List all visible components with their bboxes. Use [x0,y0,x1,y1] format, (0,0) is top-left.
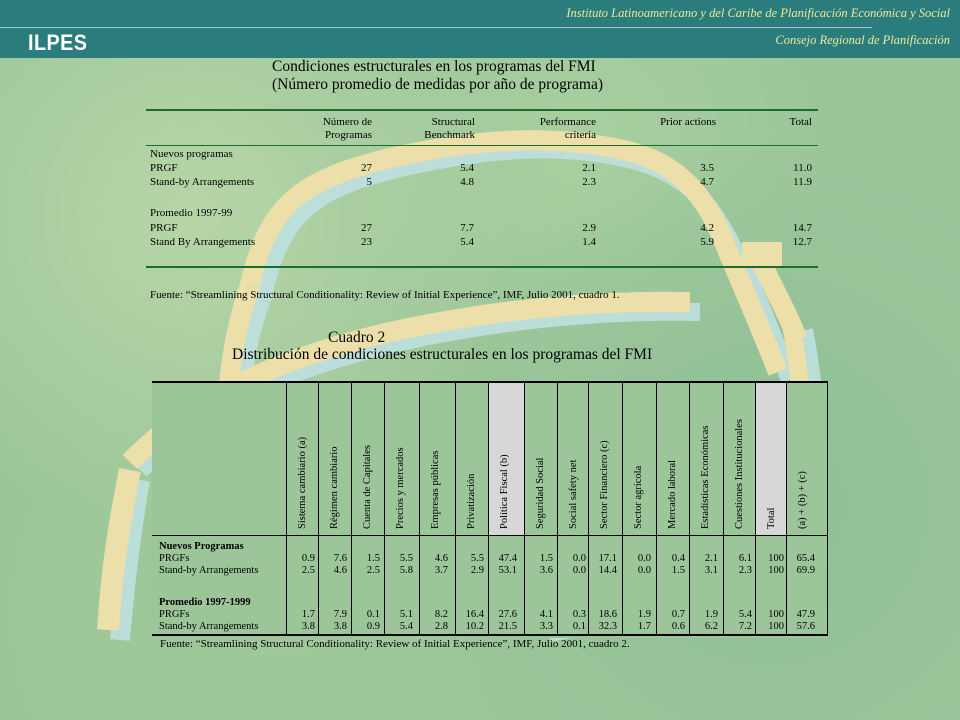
table2-column-divider [455,381,456,636]
table2-cell: 5.4 [738,609,752,620]
table2-cell: 7.9 [333,609,347,620]
t1-header-programs-2: Programas [324,129,372,141]
table2-cell: 5.5 [399,553,413,564]
table2-cell: 100 [768,565,784,576]
table2-cell: 57.6 [796,621,815,632]
t1-header-total: Total [789,116,812,128]
table2-cell: 0.1 [366,609,380,620]
table2-cell: 10.2 [465,621,484,632]
t1-cell: 23 [361,236,372,248]
t1-header-prior: Prior actions [660,116,716,128]
table2-cell: 3.6 [539,565,553,576]
council-name: Consejo Regional de Planificación [775,33,950,47]
table2-cell: 65.4 [796,553,815,564]
t1-section-new: Nuevos programas [150,148,233,160]
table2-cell: 0.4 [671,553,685,564]
institute-name: Instituto Latinoamericano y del Caribe de Planificación Económica y Social [566,6,950,20]
t1-cell: 2.9 [582,222,596,234]
table2-column-divider [419,381,420,636]
table2-column-divider [588,381,589,636]
table2-cell: 1.9 [704,609,718,620]
table2-column-divider [384,381,385,636]
table2-cell: 3.7 [434,565,448,576]
table2-column-header: Empresas públicas [430,450,441,529]
table2-cell: 1.9 [637,609,651,620]
table2-cell: 6.2 [704,621,718,632]
table2-cell: 0.0 [572,565,586,576]
table2-column-header: (a) + (b) + (c) [797,471,808,529]
table2-column-divider [351,381,352,636]
t2-section-avg: Promedio 1997-1999 [159,597,251,608]
t1-cell: 1.4 [582,236,596,248]
table1-source: Fuente: “Streamlining Structural Conditionality: Review of Initial Experience”, IMF, Julio 2001, cuadro 1. [150,289,620,301]
table2-cell: 0.3 [572,609,586,620]
table2-column-header [495,499,515,529]
table2-title-line2: Distribución de condiciones estructurales en los programas del FMI [232,346,653,363]
t2-section-new: Nuevos Programas [159,541,244,552]
table2-column-divider [827,381,828,636]
table2-cell: 3.8 [333,621,347,632]
table1-title [272,58,603,94]
t1-header-structural-2: Benchmark [424,129,475,141]
table2-cell: 2.9 [470,565,484,576]
header-rule [0,27,872,28]
t1-cell: 4.2 [700,222,714,234]
table2-cell: 0.0 [637,553,651,564]
logo: ILPES [28,30,88,55]
t1-cell: 5 [366,176,372,188]
table1-title-line2: (Número promedio de medidas por año de programa) [272,76,603,93]
table2 [152,381,828,638]
table2-cell: 6.1 [738,553,752,564]
table2-cell: 21.5 [498,621,517,632]
header-bar [0,0,960,58]
table2-column-divider [689,381,690,636]
table2-column-divider [786,381,787,636]
table2-column-divider [622,381,623,636]
table2-cell: 5.4 [399,621,413,632]
table2-column-header: Sector agrícola [633,465,644,529]
table2-cell: 16.4 [465,609,484,620]
table2-column-divider [286,381,287,636]
t1-cell: 3.5 [700,162,714,174]
table2-cell: 3.8 [301,621,315,632]
table2-cell: 2.5 [366,565,380,576]
t1-cell: 5.4 [460,162,474,174]
t1-cell: 7.7 [460,222,474,234]
table2-cell: 5.1 [399,609,413,620]
table2-cell: 0.1 [572,621,586,632]
table2-bottom-rule [152,634,828,636]
table2-cell: 8.2 [434,609,448,620]
table2-column-header: Estadísticas Económicas [700,425,711,529]
t1-cell: 5.4 [460,236,474,248]
table2-cell: 14.4 [598,565,617,576]
t2-row-label: Stand-by Arrangements [159,565,259,576]
table2-cell: 4.1 [539,609,553,620]
table2-column-divider [557,381,558,636]
table2-cell: 53.1 [498,565,517,576]
table2-cell: 1.5 [539,553,553,564]
table2-cell: 0.9 [301,553,315,564]
table2-column-header: Régimen cambiario [329,446,340,529]
t1-header-structural-1: Structural [431,116,475,128]
t1-cell: 27 [361,222,372,234]
t1-header-programs-1: Número de [322,116,372,128]
table2-column-divider [318,381,319,636]
table2-cell: 5.5 [470,553,484,564]
table2-cell: 0.9 [366,621,380,632]
table2-cell: 4.6 [333,565,347,576]
t1-row-label: PRGF [150,162,178,174]
table2-column-divider [656,381,657,636]
t1-cell: 5.9 [700,236,714,248]
table2-header-rule [152,535,828,536]
table2-column-divider [755,381,756,636]
t1-cell: 4.8 [460,176,474,188]
table2-cell: 47.9 [796,609,815,620]
table2-column-header: Cuenta de Capitales [362,445,373,529]
t1-cell: 11.9 [793,176,812,188]
table2-column-divider [488,381,489,636]
table1-title-line1: Condiciones estructurales en los programas del FMI [272,58,596,75]
t1-header-performance-2: criteria [564,129,596,141]
table2-column-divider [524,381,525,636]
table1-bottom-rule [146,266,818,268]
table2-cell: 3.3 [539,621,553,632]
table2-column-header: Sector Financiero (c) [599,440,610,529]
table2-cell: 4.6 [434,553,448,564]
table2-cell: 7.2 [738,621,752,632]
table2-cell: 0.6 [671,621,685,632]
table2-cell: 2.5 [301,565,315,576]
t2-row-label: PRGFs [159,609,190,620]
t2-row-label: PRGFs [159,553,190,564]
table2-column-header: Precios y mercados [395,447,406,529]
table2-cell: 5.8 [399,565,413,576]
table2-cell: 0.7 [671,609,685,620]
table2-column-header: Cuestiones Institucionales [734,419,745,529]
table2-column-header: Sistema cambiario (a) [297,436,308,529]
table2-top-rule [152,381,828,383]
t1-cell: 11.0 [793,162,812,174]
t1-row-label: PRGF [150,222,178,234]
t1-row-label: Stand-by Arrangements [150,176,255,188]
table2-cell: 100 [768,609,784,620]
t1-header-performance-1: Performance [539,116,596,128]
table2-title-line1: Cuadro 2 [328,329,386,346]
table2-cell: 7.6 [333,553,347,564]
t1-cell: 2.1 [582,162,596,174]
t1-section-avg: Promedio 1997-99 [150,207,233,219]
table2-cell: 3.1 [704,565,718,576]
table2-title [232,329,652,363]
t1-cell: 14.7 [792,222,812,234]
t1-row-label: Stand By Arrangements [150,236,256,248]
table2-column-header: Seguridad Social [535,457,546,529]
table2-cell: 1.5 [366,553,380,564]
table2-cell: 27.6 [498,609,517,620]
table2-source: Fuente: “Streamlining Structural Conditionality: Review of Initial Experience”, IMF, Julio 2001, cuadro 2. [160,638,630,650]
t2-row-label: Stand-by Arrangements [159,621,259,632]
table2-column-header: Total [766,507,777,529]
table2-cell: 47.4 [498,553,517,564]
table2-cell: 2.1 [704,553,718,564]
table2-cell: 100 [768,553,784,564]
table2-column-divider [723,381,724,636]
table2-cell: 69.9 [796,565,815,576]
table2-cell: 100 [768,621,784,632]
table2-cell: 0.0 [572,553,586,564]
table2-cell: 17.1 [598,553,617,564]
table2-cell: 1.7 [301,609,315,620]
table2-cell: 32.3 [598,621,617,632]
table2-column-header: Privatización [466,473,477,529]
table2-cell: 18.6 [598,609,617,620]
t1-cell: 27 [361,162,372,174]
table2-cell: 2.3 [738,565,752,576]
table2-cell: 1.7 [637,621,651,632]
t1-cell: 12.7 [792,236,812,248]
table2-column-header: Social safety net [568,459,579,529]
table1-top-rule [146,109,818,111]
table2-cell: 0.0 [637,565,651,576]
table2-cell: 2.8 [434,621,448,632]
t1-cell: 4.7 [700,176,714,188]
table2-cell: 1.5 [671,565,685,576]
table2-column-header: Mercado laboral [667,459,678,529]
t1-cell: 2.3 [582,176,596,188]
table1-header-rule [146,145,818,146]
